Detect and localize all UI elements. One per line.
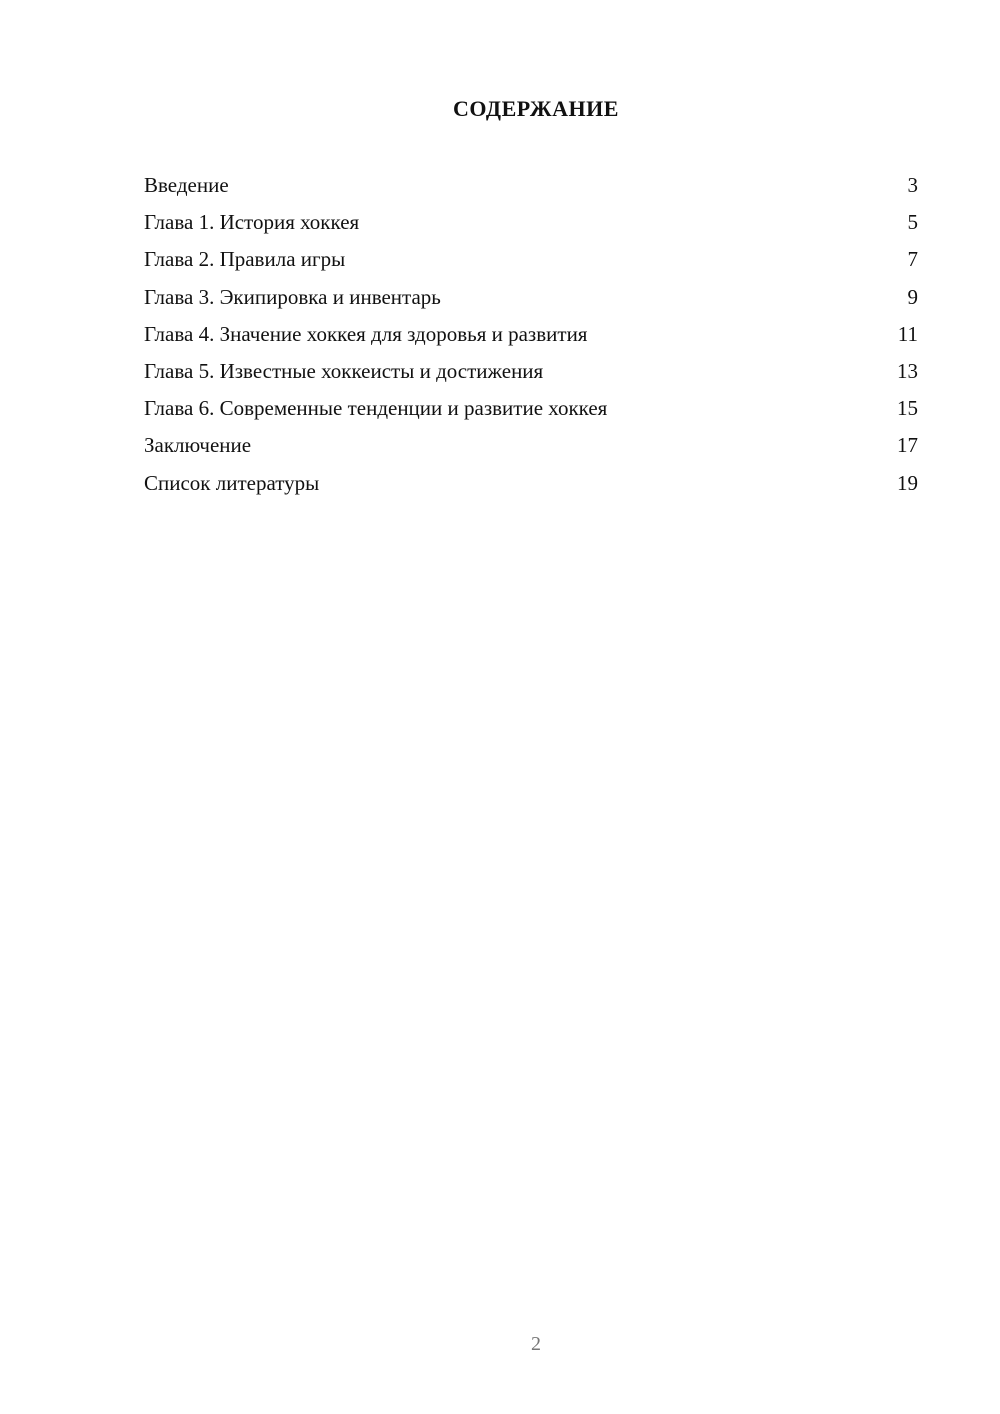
toc-entry [144, 279, 918, 316]
page-number: 2 [531, 1333, 541, 1355]
toc-entry [144, 316, 918, 353]
table-of-contents [144, 167, 918, 502]
toc-entry-page: 3 [907, 173, 918, 197]
toc-entry [144, 353, 918, 390]
toc-entry-page: 19 [897, 470, 918, 495]
toc-entry [144, 204, 918, 241]
toc-entry [144, 427, 918, 464]
toc-entry [144, 167, 918, 204]
toc-entry-title: Введение [144, 173, 229, 197]
toc-entry-page: 13 [897, 358, 918, 383]
toc-entry-title: Глава 2. Правила игры [144, 247, 346, 272]
toc-entry-title: Глава 5. Известные хоккеисты и достижения [144, 358, 544, 383]
toc-entry [144, 390, 918, 427]
toc-entry-page: 15 [897, 396, 918, 421]
toc-entry-title: Список литературы [144, 470, 320, 495]
toc-entry-title: Глава 6. Современные тенденции и развитие хоккея [144, 396, 608, 421]
toc-entry [144, 241, 918, 278]
toc-entry-title: Глава 4. Значение хоккея для здоровья и развития [144, 321, 588, 346]
toc-entry-page: 9 [907, 284, 918, 309]
toc-entry-page: 5 [907, 210, 918, 235]
toc-entry-page: 11 [897, 321, 918, 346]
toc-entry-page: 7 [907, 247, 918, 272]
toc-entry-title: Глава 1. История хоккея [144, 210, 360, 235]
toc-entry-title: Глава 3. Экипировка и инвентарь [144, 284, 441, 309]
page-title: СОДЕРЖАНИЕ [453, 96, 619, 121]
toc-entry-title: Заключение [144, 433, 252, 458]
toc-entry [144, 465, 918, 502]
toc-entry-page: 17 [897, 433, 918, 458]
